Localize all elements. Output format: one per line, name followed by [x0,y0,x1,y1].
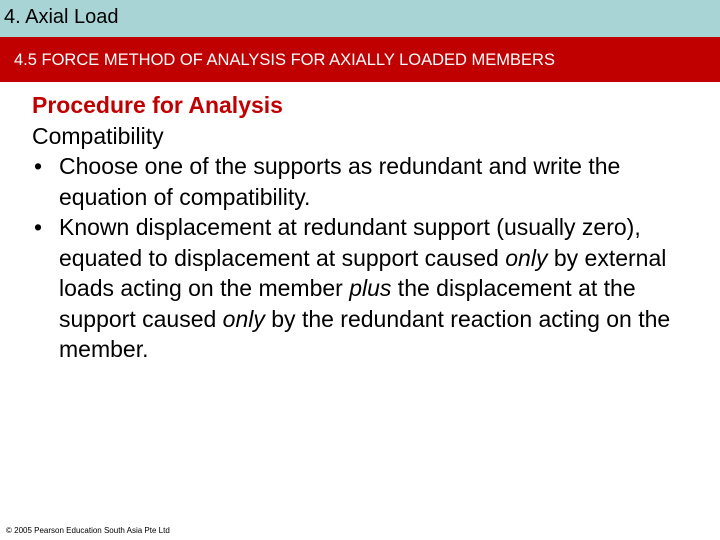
copyright-footer: © 2005 Pearson Education South Asia Pte Ltd [6,526,170,535]
bullet-text-part: by external loads acting on the member [59,244,667,301]
bullet-icon: • [34,153,43,179]
slide-content [32,90,702,365]
list-item [32,151,702,212]
compatibility-subheading: Compatibility [32,122,164,149]
procedure-heading: Procedure for Analysis [32,92,283,118]
bullet-text-part: Known displacement at redundant support (usually zero), equated to displacement at support caused [59,214,641,271]
emphasis-plus: plus [349,275,392,301]
emphasis-only: only [222,305,265,332]
chapter-title: 4. Axial Load [4,6,119,28]
bullet-text-part: by the redundant reaction acting on the member. [59,305,671,362]
emphasis-only: only [505,244,548,271]
list-item [32,212,702,365]
section-title: 4.5 FORCE METHOD OF ANALYSIS FOR AXIALLY LOADED MEMBERS [14,51,555,69]
bullet-text-part: the displacement at the support caused [59,275,636,332]
bullet-icon: • [34,214,43,240]
bullet-text-redundant-support: Choose one of the supports as redundant and write the equation of compatibility. [59,153,621,210]
bullet-list [32,151,702,365]
